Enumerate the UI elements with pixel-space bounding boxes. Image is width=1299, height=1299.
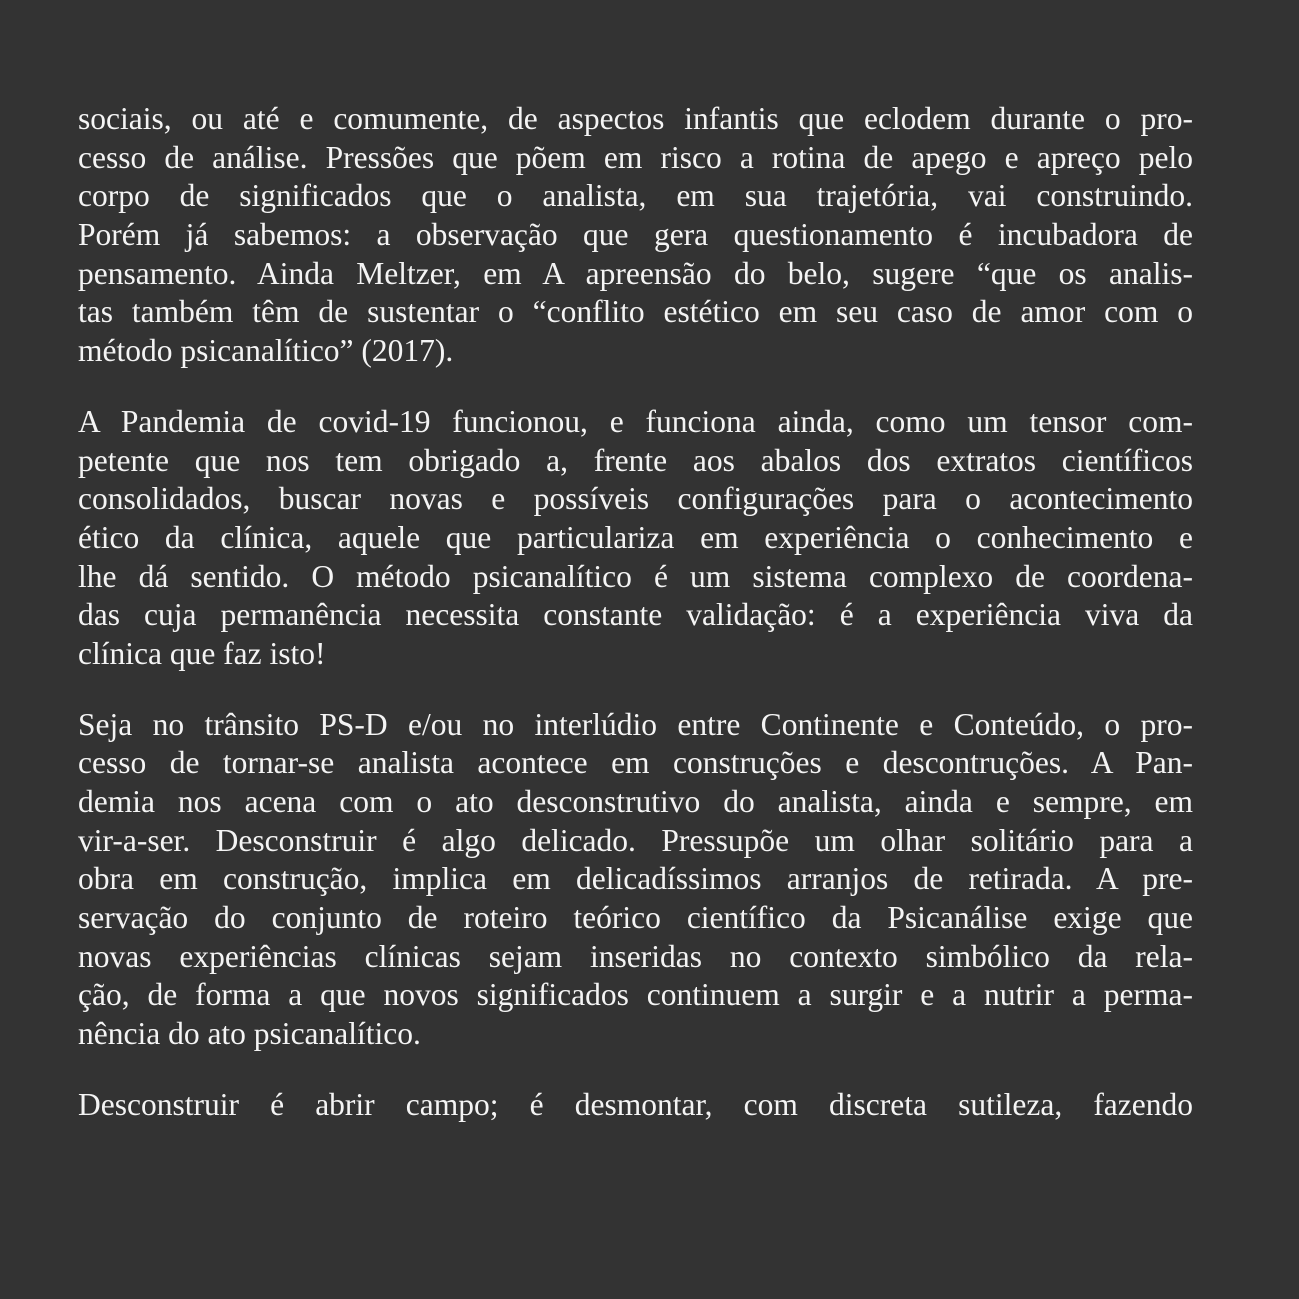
paragraph-3 xyxy=(78,706,1193,1054)
paragraph-2 xyxy=(78,403,1193,674)
text-line: vir-a-ser. Desconstruir é algo delicado. Pressupõe um olhar solitário para a xyxy=(78,822,1193,858)
text-line: Porém já sabemos: a observação que gera questionamento é incubadora de xyxy=(78,217,1193,253)
text-column xyxy=(78,100,1193,1157)
text-line: tas também têm de sustentar o “conflito estético em seu caso de amor com o xyxy=(78,294,1193,330)
text-line: obra em construção, implica em delicadíssimos arranjos de retirada. A pre- xyxy=(78,861,1193,897)
text-line: ção, de forma a que novos significados continuem a surgir e a nutrir a perma- xyxy=(78,977,1193,1013)
text-line: pensamento. Ainda Meltzer, em A apreensão do belo, sugere “que os analis- xyxy=(78,255,1193,291)
text-line: lhe dá sentido. O método psicanalítico é um sistema complexo de coordena- xyxy=(78,558,1193,594)
text-line: petente que nos tem obrigado a, frente aos abalos dos extratos científicos xyxy=(78,442,1193,478)
text-line: servação do conjunto de roteiro teórico científico da Psicanálise exige que xyxy=(78,900,1193,936)
text-line: A Pandemia de covid-19 funcionou, e funciona ainda, como um tensor com- xyxy=(78,403,1193,439)
text-line: das cuja permanência necessita constante validação: é a experiência viva da xyxy=(78,597,1193,633)
text-line: sociais, ou até e comumente, de aspectos infantis que eclodem durante o pro- xyxy=(78,101,1193,136)
text-line: demia nos acena com o ato desconstrutivo do analista, ainda e sempre, em xyxy=(78,784,1193,819)
text-line: cesso de análise. Pressões que põem em risco a rotina de apego e apreço pelo xyxy=(78,139,1193,175)
text-line: cesso de tornar-se analista acontece em construções e descontruções. A Pan- xyxy=(78,745,1193,781)
text-line: método psicanalítico” (2017). xyxy=(78,333,454,369)
text-line: novas experiências clínicas sejam inseridas no contexto simbólico da rela- xyxy=(78,938,1193,974)
text-line: consolidados, buscar novas e possíveis configurações para o acontecimento xyxy=(78,481,1193,517)
text-line: Seja no trânsito PS-D e/ou no interlúdio entre Continente e Conteúdo, o pro- xyxy=(78,706,1193,742)
text-line: Desconstruir é abrir campo; é desmontar, com discreta sutileza, fazendo xyxy=(78,1086,1193,1122)
text-line: ético da clínica, aquele que particulariza em experiência o conhecimento e xyxy=(78,519,1193,555)
text-line: clínica que faz isto! xyxy=(78,635,326,671)
text-line: nência do ato psicanalítico. xyxy=(78,1016,421,1052)
paragraph-1 xyxy=(78,100,1193,371)
text-line: corpo de significados que o analista, em sua trajetória, vai construindo. xyxy=(78,178,1193,214)
paragraph-4 xyxy=(78,1086,1193,1125)
